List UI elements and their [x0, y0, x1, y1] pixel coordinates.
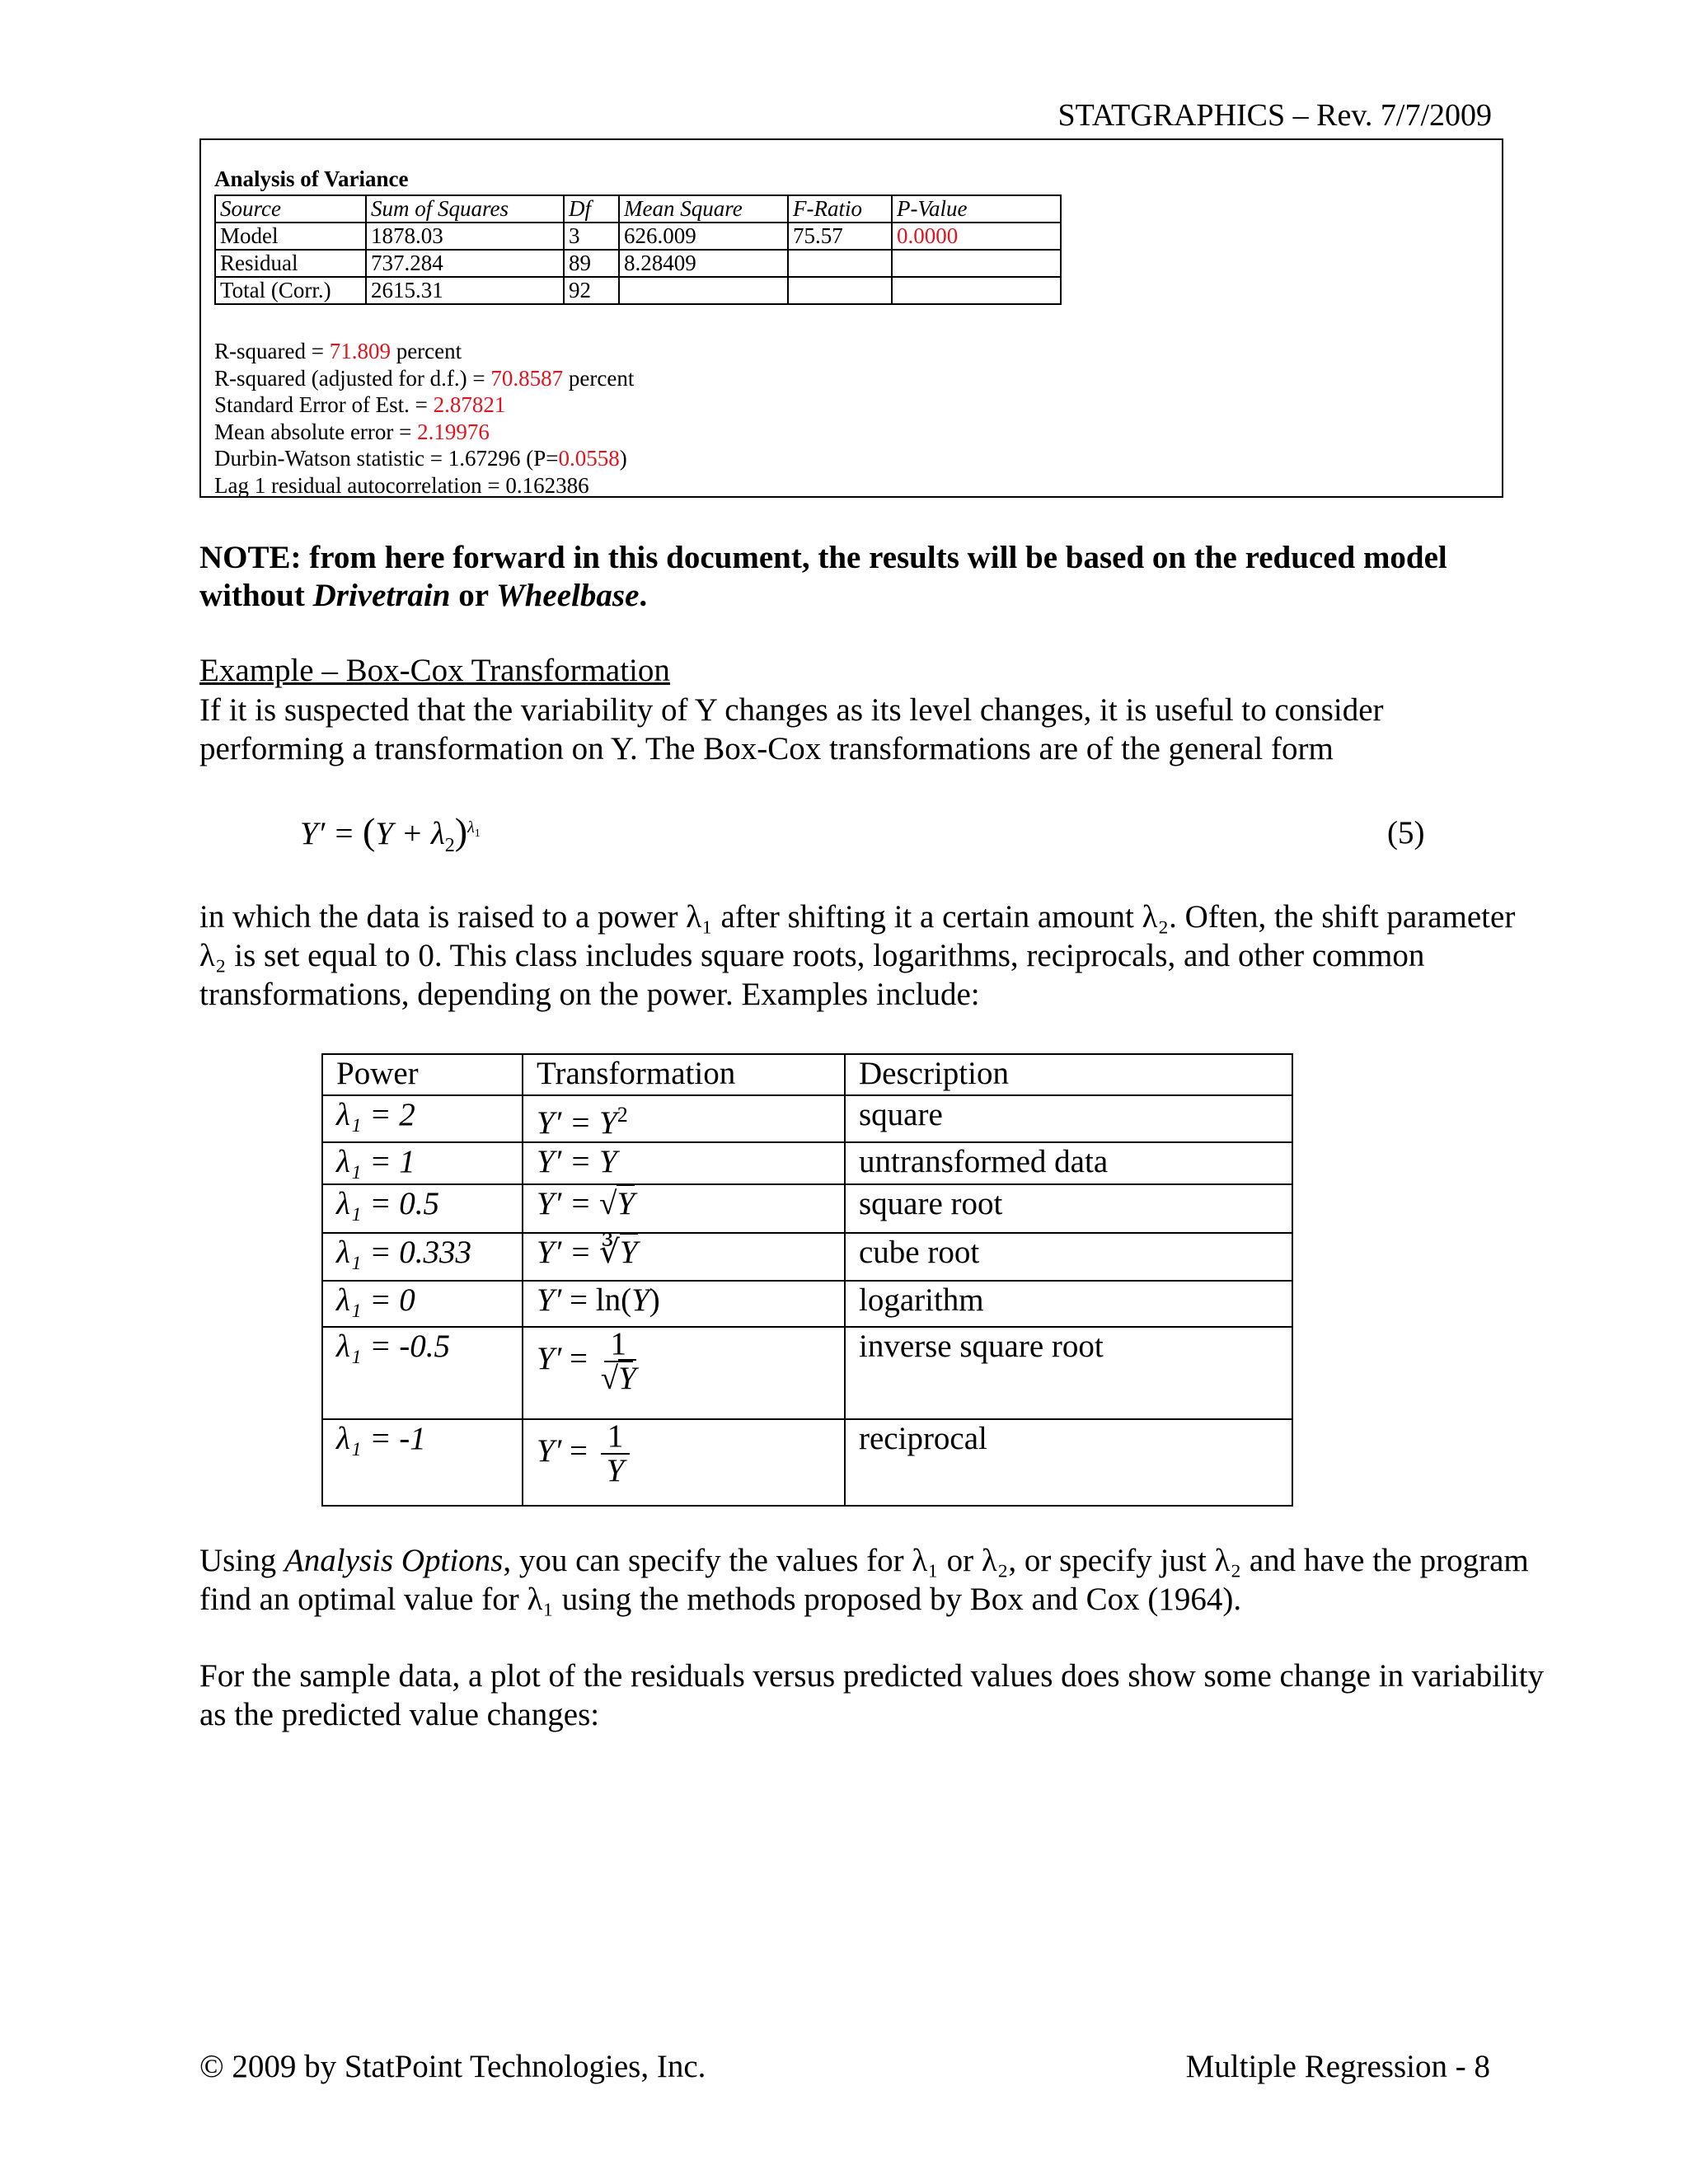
cell-f: 75.57 [788, 223, 892, 250]
description-cell: reciprocal [845, 1419, 1292, 1506]
power-cell: λ₁ = -1 [322, 1419, 523, 1506]
power-cell: λ₁ = -0.5 [322, 1327, 523, 1419]
cell-ss: 737.284 [366, 250, 564, 277]
anova-stats [214, 338, 634, 499]
formula-logarithm: Y′ = ln(Y) [523, 1281, 845, 1327]
description-cell: inverse square root [845, 1327, 1292, 1419]
formula-square: $Y' = Y^2$ [523, 1095, 845, 1142]
stat-durbin-watson: Durbin-Watson statistic = 1.67296 (P=0.0558) [214, 446, 627, 471]
cell-source: Model [215, 223, 366, 250]
section-heading: Example – Box-Cox Transformation [199, 653, 670, 688]
cell-p [892, 277, 1061, 304]
analysis-options-paragraph: Using Analysis Options, you can specify the values for λ₁ or λ₂, or specify just λ₂ and have the program find an optimal value for λ₁ using the methods proposed by Box and Cox (1964). [199, 1543, 1529, 1617]
col-f-ratio: F-Ratio [788, 195, 892, 223]
cell-df: 92 [564, 277, 619, 304]
mean-absolute-error-value: 2.19976 [417, 419, 490, 444]
adjusted-r-squared-value: 70.8587 [490, 365, 564, 391]
note-paragraph: NOTE: from here forward in this document, the results will be based on the reduced model without Drivetrain or Wheelbase. [199, 540, 1447, 613]
stat-lag1-autocorrelation: Lag 1 residual autocorrelation = 0.162386 [214, 472, 589, 498]
cell-source: Residual [215, 250, 366, 277]
cell-f [788, 277, 892, 304]
cell-ss: 1878.03 [366, 223, 564, 250]
formula-cube-root: Y′ = ∛Y [523, 1233, 845, 1281]
col-p-value: P-Value [892, 195, 1061, 223]
page-header: STATGRAPHICS – Rev. 7/7/2009 [1057, 98, 1492, 133]
table-row [322, 1281, 1292, 1327]
cell-f [788, 250, 892, 277]
formula-identity: Y′ = Y [523, 1142, 845, 1184]
cell-source: Total (Corr.) [215, 277, 366, 304]
r-squared-value: 71.809 [329, 339, 391, 363]
header-description: Description [845, 1054, 1292, 1095]
stat-adjusted-r-squared: R-squared (adjusted for d.f.) = 70.8587 percent [214, 365, 635, 391]
anova-header-row [215, 195, 1061, 223]
footer-copyright: © 2009 by StatPoint Technologies, Inc. [199, 2049, 706, 2084]
cell-ss: 2615.31 [366, 277, 564, 304]
description-cell: logarithm [845, 1281, 1292, 1327]
anova-box [199, 138, 1503, 498]
anova-table [214, 194, 1062, 305]
durbin-watson-p-value: 0.0558 [558, 446, 620, 471]
table-row [215, 223, 1061, 250]
description-cell: cube root [845, 1233, 1292, 1281]
description-cell: square [845, 1095, 1292, 1142]
col-df: Df [564, 195, 619, 223]
cell-p [892, 250, 1061, 277]
table-row [322, 1142, 1292, 1184]
table-row [322, 1327, 1292, 1419]
stat-standard-error: Standard Error of Est. = 2.87821 [214, 392, 506, 418]
cell-p: 0.0000 [892, 223, 1061, 250]
formula-inverse-square-root: Y′ = $\frac{1}{√Y}$ [523, 1327, 845, 1419]
table-row [322, 1419, 1292, 1506]
cell-ms [619, 277, 788, 304]
description-cell: untransformed data [845, 1142, 1292, 1184]
equation-number: (5) [1387, 815, 1425, 851]
cell-ms: 626.009 [619, 223, 788, 250]
col-source: Source [215, 195, 366, 223]
body-paragraph: in which the data is raised to a power λ₁ after shifting it a certain amount λ₂. Often, the shift parameter λ₂ is set equal to 0. This class includes square roots, logarithms, reciprocals, and other common transformations, depending on the power. Examples include: [199, 899, 1516, 1012]
note-term-wheelbase: Wheelbase [496, 578, 640, 613]
formula-reciprocal: Y′ = $\frac{1}{Y}$ [523, 1419, 845, 1506]
cell-ms: 8.28409 [619, 250, 788, 277]
description-cell: square root [845, 1184, 1292, 1233]
standard-error-value: 2.87821 [433, 392, 506, 418]
power-cell: λ₁ = 2 [322, 1095, 523, 1142]
power-cell: λ₁ = 0.333 [322, 1233, 523, 1281]
table-row [322, 1233, 1292, 1281]
stat-mean-absolute-error: Mean absolute error = 2.19976 [214, 419, 490, 444]
table-header-row [322, 1054, 1292, 1095]
power-cell: λ₁ = 0 [322, 1281, 523, 1327]
table-row [322, 1095, 1292, 1142]
cell-df: 89 [564, 250, 619, 277]
header-transformation: Transformation [523, 1054, 845, 1095]
analysis-options-term: Analysis Options [284, 1543, 504, 1578]
power-cell: λ₁ = 1 [322, 1142, 523, 1184]
note-term-drivetrain: Drivetrain [312, 578, 451, 613]
stat-r-squared: R-squared = 71.809 percent [214, 339, 462, 363]
table-row [322, 1184, 1292, 1233]
intro-paragraph: If it is suspected that the variability of Y changes as its level changes, it is useful to consider performing a transformation on Y. The Box-Cox transformations are of the general form [199, 692, 1384, 766]
power-cell: λ₁ = 0.5 [322, 1184, 523, 1233]
sample-data-paragraph: For the sample data, a plot of the residuals versus predicted values does show some change in variability as the predicted value changes: [199, 1658, 1545, 1732]
box-cox-equation: $Y' = (Y + \lambda_2)^{\lambda_1}$ [300, 810, 481, 856]
table-row [215, 250, 1061, 277]
header-power: Power [322, 1054, 523, 1095]
footer-page-label: Multiple Regression - 8 [1185, 2049, 1490, 2084]
col-sum-of-squares: Sum of Squares [366, 195, 564, 223]
table-row [215, 277, 1061, 304]
transformation-table [321, 1053, 1293, 1507]
cell-df: 3 [564, 223, 619, 250]
formula-square-root: Y′ = √Y [523, 1184, 845, 1233]
col-mean-square: Mean Square [619, 195, 788, 223]
anova-title: Analysis of Variance [214, 166, 409, 191]
